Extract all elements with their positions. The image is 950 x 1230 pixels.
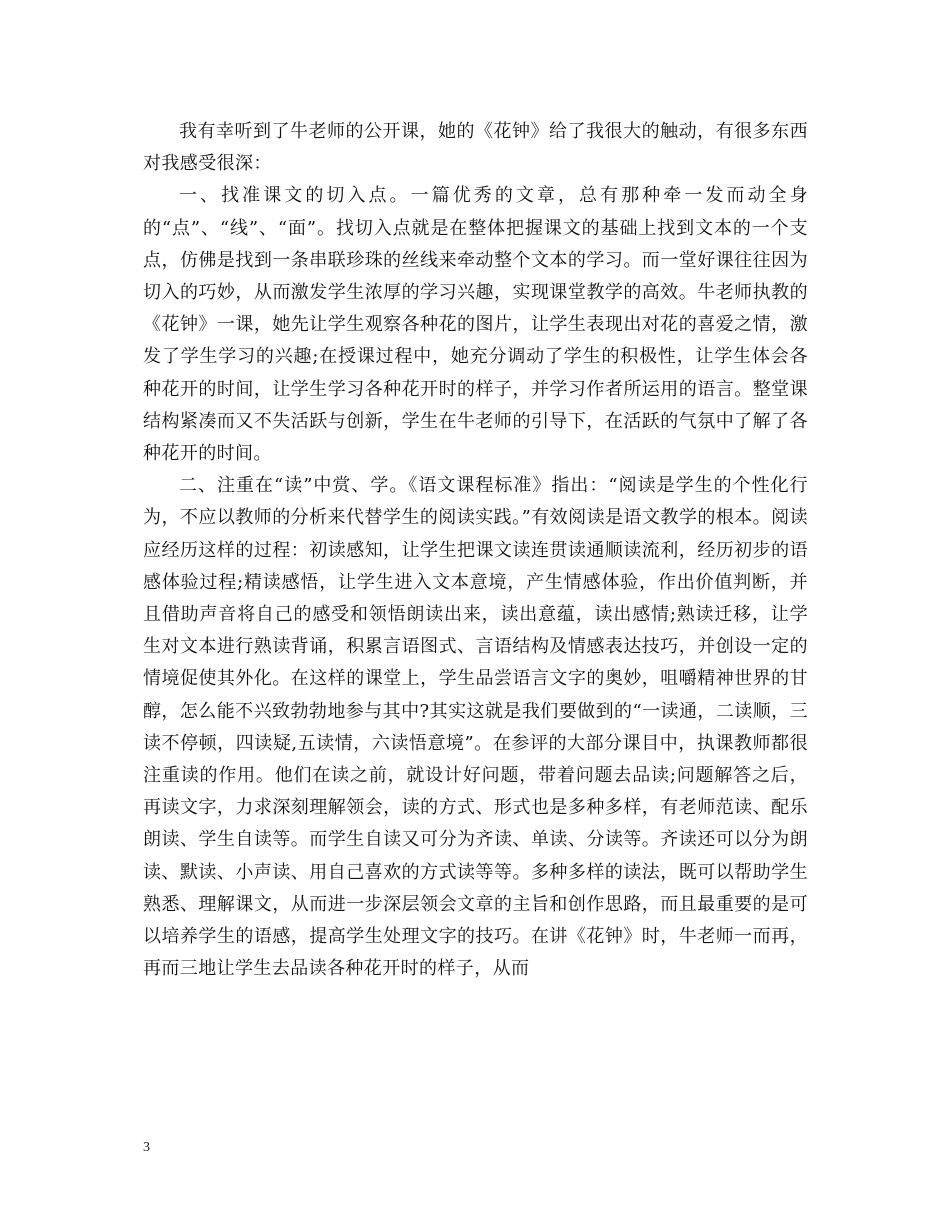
paragraph-intro: 我有幸听到了牛老师的公开课，她的《花钟》给了我很大的触动，有很多东西对我感受很深： — [143, 121, 808, 175]
document-body — [143, 116, 808, 985]
paragraph-point-two: 二、注重在“读”中赏、学。《语文课程标准》指出：“阅读是学生的个性化行为，不应以教师的分析来代替学生的阅读实践。”有效阅读是语文教学的根本。阅读应经历这样的过程：初读感知，让学生把课文读连贯读通顺读流利，经历初步的语感体验过程;精读感悟，让学生进入文本意境，产生情感体验，作出价值判断，并且借助声音将自己的感受和领悟朗读出来，读出意蕴，读出感情;熟读迁移，让学生对文本进行熟读背诵，积累言语图式、言语结构及情感表达技巧，并创设一定的情境促使其外化。在这样的课堂上，学生品尝语言文字的奥妙，咀嚼精神世界的甘醇，怎么能不兴致勃勃地参与其中?其实这就是我们要做到的“一读通，二读顺，三读不停顿，四读疑,五读情，六读悟意境”。在参评的大部分课目中，执课教师都很注重读的作用。他们在读之前，就设计好问题，带着问题去品读;问题解答之后，再读文字，力求深刻理解领会，读的方式、形式也是多种多样，有老师范读、配乐朗读、学生自读等。而学生自读又可分为齐读、单读、分读等。齐读还可以分为朗读、默读、小声读、用自己喜欢的方式读等等。多种多样的读法，既可以帮助学生熟悉、理解课文，从而进一步深层领会文章的主旨和创作思路，而且最重要的是可以培养学生的语感，提高学生处理文字的技巧。在讲《花钟》时，牛老师一而再，再而三地让学生去品读各种花开时的样子，从而 — [143, 475, 808, 980]
paragraph-point-one: 一、找准课文的切入点。一篇优秀的文章，总有那种牵一发而动全身的“点”、“线”、“面”。找切入点就是在整体把握课文的基础上找到文本的一个支点，仿佛是找到一条串联珍珠的丝线来牵动整个文本的学习。而一堂好课往往因为切入的巧妙，从而激发学生浓厚的学习兴趣，实现课堂教学的高效。牛老师执教的《花钟》一课，她先让学生观察各种花的图片，让学生表现出对花的喜爱之情，激发了学生学习的兴趣;在授课过程中，她充分调动了学生的积极性，让学生体会各种花开的时间，让学生学习各种花开时的样子，并学习作者所运用的语言。整堂课结构紧凑而又不失活跃与创新，学生在牛老师的引导下，在活跃的气氛中了解了各种花开的时间。 — [143, 185, 808, 465]
page-number: 3 — [143, 1140, 150, 1155]
